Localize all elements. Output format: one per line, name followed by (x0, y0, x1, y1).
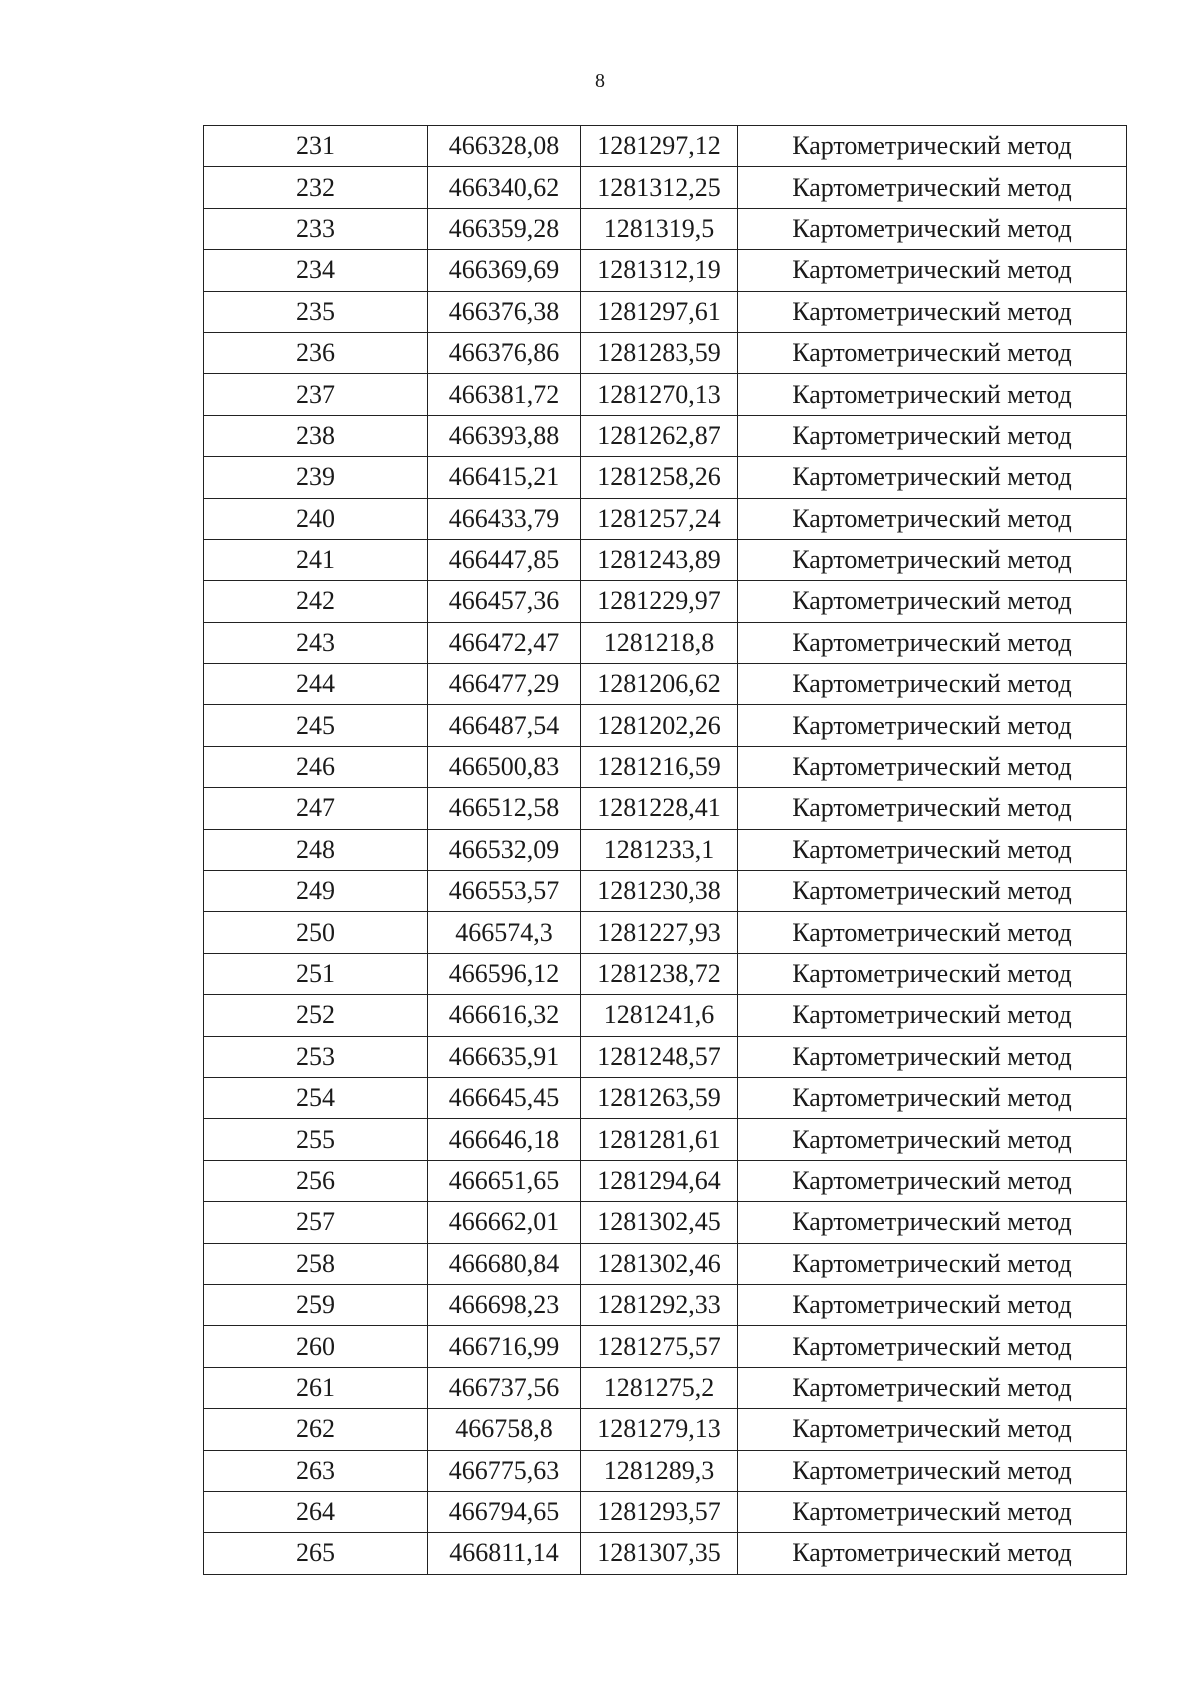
x-coordinate-cell: 466328,08 (428, 126, 581, 167)
y-coordinate-cell: 1281257,24 (581, 498, 738, 539)
x-coordinate-cell: 466662,01 (428, 1202, 581, 1243)
point-number-cell: 245 (204, 705, 428, 746)
table-row (204, 332, 1127, 373)
y-coordinate-cell: 1281243,89 (581, 539, 738, 580)
table-row (204, 167, 1127, 208)
x-coordinate-cell: 466447,85 (428, 539, 581, 580)
x-coordinate-cell: 466500,83 (428, 746, 581, 787)
y-coordinate-cell: 1281281,61 (581, 1119, 738, 1160)
method-cell: Картометрический метод (738, 374, 1127, 415)
y-coordinate-cell: 1281218,8 (581, 622, 738, 663)
y-coordinate-cell: 1281312,19 (581, 250, 738, 291)
method-cell: Картометрический метод (738, 995, 1127, 1036)
table-row (204, 1160, 1127, 1201)
x-coordinate-cell: 466775,63 (428, 1450, 581, 1491)
point-number-cell: 252 (204, 995, 428, 1036)
x-coordinate-cell: 466415,21 (428, 457, 581, 498)
point-number-cell: 240 (204, 498, 428, 539)
x-coordinate-cell: 466433,79 (428, 498, 581, 539)
point-number-cell: 243 (204, 622, 428, 663)
y-coordinate-cell: 1281248,57 (581, 1036, 738, 1077)
method-cell: Картометрический метод (738, 1243, 1127, 1284)
point-number-cell: 265 (204, 1533, 428, 1574)
y-coordinate-cell: 1281206,62 (581, 664, 738, 705)
point-number-cell: 264 (204, 1491, 428, 1532)
point-number-cell: 246 (204, 746, 428, 787)
method-cell: Картометрический метод (738, 788, 1127, 829)
y-coordinate-cell: 1281202,26 (581, 705, 738, 746)
y-coordinate-cell: 1281319,5 (581, 208, 738, 249)
y-coordinate-cell: 1281275,57 (581, 1326, 738, 1367)
y-coordinate-cell: 1281228,41 (581, 788, 738, 829)
x-coordinate-cell: 466393,88 (428, 415, 581, 456)
x-coordinate-cell: 466457,36 (428, 581, 581, 622)
x-coordinate-cell: 466340,62 (428, 167, 581, 208)
point-number-cell: 260 (204, 1326, 428, 1367)
method-cell: Картометрический метод (738, 539, 1127, 580)
coordinates-table (203, 125, 1127, 1575)
method-cell: Картометрический метод (738, 1202, 1127, 1243)
point-number-cell: 236 (204, 332, 428, 373)
y-coordinate-cell: 1281283,59 (581, 332, 738, 373)
method-cell: Картометрический метод (738, 1491, 1127, 1532)
table-row (204, 664, 1127, 705)
method-cell: Картометрический метод (738, 1450, 1127, 1491)
table-row (204, 1533, 1127, 1574)
method-cell: Картометрический метод (738, 1036, 1127, 1077)
table-row (204, 457, 1127, 498)
y-coordinate-cell: 1281216,59 (581, 746, 738, 787)
method-cell: Картометрический метод (738, 581, 1127, 622)
point-number-cell: 233 (204, 208, 428, 249)
table-row (204, 1284, 1127, 1325)
point-number-cell: 239 (204, 457, 428, 498)
method-cell: Картометрический метод (738, 457, 1127, 498)
y-coordinate-cell: 1281312,25 (581, 167, 738, 208)
method-cell: Картометрический метод (738, 705, 1127, 746)
point-number-cell: 232 (204, 167, 428, 208)
method-cell: Картометрический метод (738, 871, 1127, 912)
table-row (204, 374, 1127, 415)
y-coordinate-cell: 1281302,45 (581, 1202, 738, 1243)
method-cell: Картометрический метод (738, 1077, 1127, 1118)
point-number-cell: 259 (204, 1284, 428, 1325)
table-row (204, 539, 1127, 580)
table-row (204, 1367, 1127, 1408)
x-coordinate-cell: 466794,65 (428, 1491, 581, 1532)
method-cell: Картометрический метод (738, 250, 1127, 291)
point-number-cell: 263 (204, 1450, 428, 1491)
y-coordinate-cell: 1281275,2 (581, 1367, 738, 1408)
method-cell: Картометрический метод (738, 498, 1127, 539)
method-cell: Картометрический метод (738, 1284, 1127, 1325)
y-coordinate-cell: 1281263,59 (581, 1077, 738, 1118)
method-cell: Картометрический метод (738, 1326, 1127, 1367)
method-cell: Картометрический метод (738, 332, 1127, 373)
table-row (204, 1119, 1127, 1160)
y-coordinate-cell: 1281297,61 (581, 291, 738, 332)
x-coordinate-cell: 466716,99 (428, 1326, 581, 1367)
y-coordinate-cell: 1281238,72 (581, 953, 738, 994)
table-row (204, 415, 1127, 456)
method-cell: Картометрический метод (738, 829, 1127, 870)
table-row (204, 126, 1127, 167)
y-coordinate-cell: 1281229,97 (581, 581, 738, 622)
table-row (204, 995, 1127, 1036)
x-coordinate-cell: 466512,58 (428, 788, 581, 829)
x-coordinate-cell: 466758,8 (428, 1409, 581, 1450)
point-number-cell: 242 (204, 581, 428, 622)
y-coordinate-cell: 1281292,33 (581, 1284, 738, 1325)
method-cell: Картометрический метод (738, 664, 1127, 705)
x-coordinate-cell: 466359,28 (428, 208, 581, 249)
y-coordinate-cell: 1281307,35 (581, 1533, 738, 1574)
point-number-cell: 231 (204, 126, 428, 167)
table-row (204, 581, 1127, 622)
x-coordinate-cell: 466680,84 (428, 1243, 581, 1284)
point-number-cell: 238 (204, 415, 428, 456)
y-coordinate-cell: 1281241,6 (581, 995, 738, 1036)
table-row (204, 208, 1127, 249)
point-number-cell: 262 (204, 1409, 428, 1450)
x-coordinate-cell: 466553,57 (428, 871, 581, 912)
y-coordinate-cell: 1281270,13 (581, 374, 738, 415)
method-cell: Картометрический метод (738, 167, 1127, 208)
table-row (204, 622, 1127, 663)
table-row (204, 746, 1127, 787)
point-number-cell: 255 (204, 1119, 428, 1160)
point-number-cell: 248 (204, 829, 428, 870)
y-coordinate-cell: 1281297,12 (581, 126, 738, 167)
x-coordinate-cell: 466645,45 (428, 1077, 581, 1118)
method-cell: Картометрический метод (738, 1160, 1127, 1201)
x-coordinate-cell: 466737,56 (428, 1367, 581, 1408)
y-coordinate-cell: 1281262,87 (581, 415, 738, 456)
table-row (204, 912, 1127, 953)
table-row (204, 1202, 1127, 1243)
page-number: 8 (595, 70, 605, 92)
coordinates-table-body (204, 126, 1127, 1575)
x-coordinate-cell: 466646,18 (428, 1119, 581, 1160)
method-cell: Картометрический метод (738, 622, 1127, 663)
table-row (204, 1326, 1127, 1367)
method-cell: Картометрический метод (738, 1409, 1127, 1450)
point-number-cell: 234 (204, 250, 428, 291)
point-number-cell: 251 (204, 953, 428, 994)
x-coordinate-cell: 466532,09 (428, 829, 581, 870)
table-row (204, 250, 1127, 291)
x-coordinate-cell: 466635,91 (428, 1036, 581, 1077)
table-row (204, 1491, 1127, 1532)
point-number-cell: 247 (204, 788, 428, 829)
point-number-cell: 235 (204, 291, 428, 332)
x-coordinate-cell: 466811,14 (428, 1533, 581, 1574)
table-row (204, 829, 1127, 870)
x-coordinate-cell: 466376,86 (428, 332, 581, 373)
table-row (204, 788, 1127, 829)
table-row (204, 871, 1127, 912)
x-coordinate-cell: 466574,3 (428, 912, 581, 953)
point-number-cell: 244 (204, 664, 428, 705)
y-coordinate-cell: 1281302,46 (581, 1243, 738, 1284)
x-coordinate-cell: 466487,54 (428, 705, 581, 746)
point-number-cell: 258 (204, 1243, 428, 1284)
method-cell: Картометрический метод (738, 291, 1127, 332)
point-number-cell: 257 (204, 1202, 428, 1243)
table-row (204, 705, 1127, 746)
x-coordinate-cell: 466596,12 (428, 953, 581, 994)
x-coordinate-cell: 466381,72 (428, 374, 581, 415)
method-cell: Картометрический метод (738, 1533, 1127, 1574)
table-row (204, 1409, 1127, 1450)
table-row (204, 953, 1127, 994)
table-row (204, 1450, 1127, 1491)
point-number-cell: 253 (204, 1036, 428, 1077)
method-cell: Картометрический метод (738, 415, 1127, 456)
method-cell: Картометрический метод (738, 912, 1127, 953)
y-coordinate-cell: 1281279,13 (581, 1409, 738, 1450)
point-number-cell: 261 (204, 1367, 428, 1408)
table-row (204, 1036, 1127, 1077)
table-row (204, 498, 1127, 539)
method-cell: Картометрический метод (738, 1119, 1127, 1160)
method-cell: Картометрический метод (738, 208, 1127, 249)
y-coordinate-cell: 1281230,38 (581, 871, 738, 912)
x-coordinate-cell: 466477,29 (428, 664, 581, 705)
x-coordinate-cell: 466698,23 (428, 1284, 581, 1325)
y-coordinate-cell: 1281233,1 (581, 829, 738, 870)
point-number-cell: 249 (204, 871, 428, 912)
table-row (204, 291, 1127, 332)
point-number-cell: 256 (204, 1160, 428, 1201)
point-number-cell: 254 (204, 1077, 428, 1118)
table-row (204, 1077, 1127, 1118)
table-row (204, 1243, 1127, 1284)
y-coordinate-cell: 1281258,26 (581, 457, 738, 498)
method-cell: Картометрический метод (738, 126, 1127, 167)
point-number-cell: 250 (204, 912, 428, 953)
point-number-cell: 241 (204, 539, 428, 580)
method-cell: Картометрический метод (738, 1367, 1127, 1408)
y-coordinate-cell: 1281294,64 (581, 1160, 738, 1201)
x-coordinate-cell: 466369,69 (428, 250, 581, 291)
method-cell: Картометрический метод (738, 746, 1127, 787)
x-coordinate-cell: 466376,38 (428, 291, 581, 332)
x-coordinate-cell: 466651,65 (428, 1160, 581, 1201)
point-number-cell: 237 (204, 374, 428, 415)
y-coordinate-cell: 1281289,3 (581, 1450, 738, 1491)
method-cell: Картометрический метод (738, 953, 1127, 994)
y-coordinate-cell: 1281227,93 (581, 912, 738, 953)
x-coordinate-cell: 466616,32 (428, 995, 581, 1036)
y-coordinate-cell: 1281293,57 (581, 1491, 738, 1532)
x-coordinate-cell: 466472,47 (428, 622, 581, 663)
